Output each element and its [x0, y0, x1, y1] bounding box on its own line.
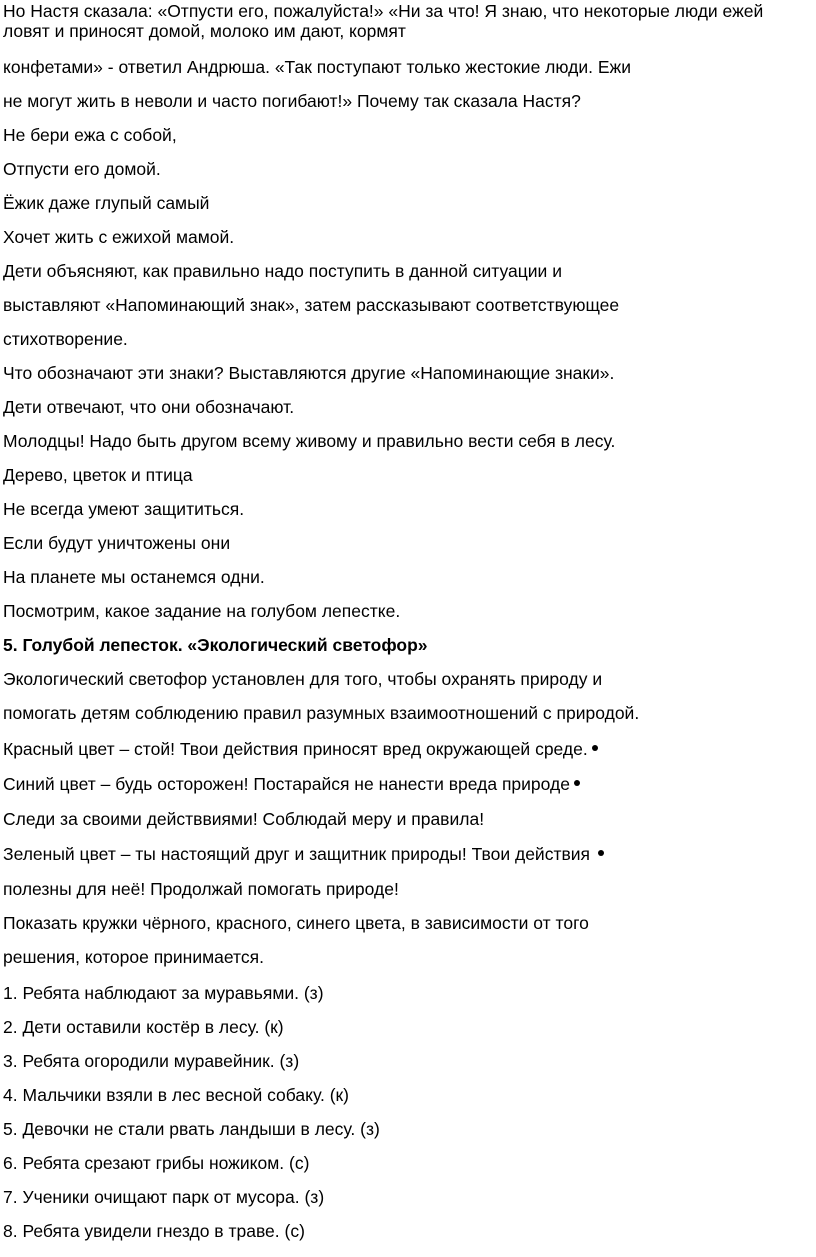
- section-heading: 5. Голубой лепесток. «Экологический светофор»: [3, 635, 428, 655]
- list-item: 1. Ребята наблюдают за муравьями. (з): [3, 983, 324, 1003]
- text-line-bulleted: [3, 844, 604, 864]
- text-line: Что обозначают эти знаки? Выставляются другие «Напоминающие знаки».: [3, 363, 615, 383]
- text-line: Посмотрим, какое задание на голубом лепестке.: [3, 601, 401, 621]
- text-line: Дерево, цветок и птица: [3, 465, 193, 485]
- text-line: не могут жить в неволи и часто погибают!» Почему так сказала Настя?: [3, 91, 581, 111]
- list-item: 6. Ребята срезают грибы ножиком. (с): [3, 1153, 310, 1173]
- text-line: Синий цвет – будь осторожен! Постарайся не нанести вреда природе: [3, 774, 570, 794]
- text-line: Не всегда умеют защититься.: [3, 499, 245, 519]
- text-line-bulleted: [3, 774, 580, 794]
- text-line: помогать детям соблюдению правил разумных взаимоотношений с природой.: [3, 703, 640, 723]
- text-line: Красный цвет – стой! Твои действия приносят вред окружающей среде.: [3, 739, 588, 759]
- text-line: Следи за своими действвиями! Соблюдай меру и правила!: [3, 809, 485, 829]
- text-line: Не бери ежа с собой,: [3, 125, 177, 145]
- bullet-icon: [598, 850, 604, 856]
- list-item: 7. Ученики очищают парк от мусора. (з): [3, 1187, 325, 1207]
- text-line: Зеленый цвет – ты настоящий друг и защитник природы! Твои действия: [3, 844, 591, 864]
- bullet-icon: [592, 745, 598, 751]
- text-line: Ёжик даже глупый самый: [3, 193, 210, 213]
- list-item: 3. Ребята огородили муравейник. (з): [3, 1051, 300, 1071]
- text-line: стихотворение.: [3, 329, 128, 349]
- list-item: 4. Мальчики взяли в лес весной собаку. (к): [3, 1085, 350, 1105]
- text-line: решения, которое принимается.: [3, 947, 264, 967]
- text-line: Хочет жить с ежихой мамой.: [3, 227, 235, 247]
- text-line: Экологический светофор установлен для того, чтобы охранять природу и: [3, 669, 603, 689]
- text-line: выставляют «Напоминающий знак», затем рассказывают соответствующее: [3, 295, 620, 315]
- text-line-bulleted: [3, 739, 598, 759]
- list-item: 8. Ребята увидели гнездо в траве. (с): [3, 1221, 305, 1241]
- text-line: На планете мы останемся одни.: [3, 567, 265, 587]
- text-line: Дети отвечают, что они обозначают.: [3, 397, 295, 417]
- list-item: 5. Девочки не стали рвать ландыши в лесу. (з): [3, 1119, 380, 1139]
- text-line: полезны для неё! Продолжай помогать природе!: [3, 879, 399, 899]
- text-line: Отпусти его домой.: [3, 159, 161, 179]
- text-line: Дети объясняют, как правильно надо поступить в данной ситуации и: [3, 261, 562, 281]
- bullet-icon: [574, 780, 580, 786]
- text-line: конфетами» - ответил Андрюша. «Так поступают только жестокие люди. Ежи: [3, 57, 631, 77]
- list-item: 2. Дети оставили костёр в лесу. (к): [3, 1017, 284, 1037]
- text-line: Показать кружки чёрного, красного, синего цвета, в зависимости от того: [3, 913, 589, 933]
- text-line: Если будут уничтожены они: [3, 533, 231, 553]
- text-line: Но Настя сказала: «Отпусти его, пожалуйста!» «Ни за что! Я знаю, что некоторые люди ежей ловят и приносят домой, молоко им дают, кормят: [3, 1, 764, 41]
- text-line: Молодцы! Надо быть другом всему живому и правильно вести себя в лесу.: [3, 431, 616, 451]
